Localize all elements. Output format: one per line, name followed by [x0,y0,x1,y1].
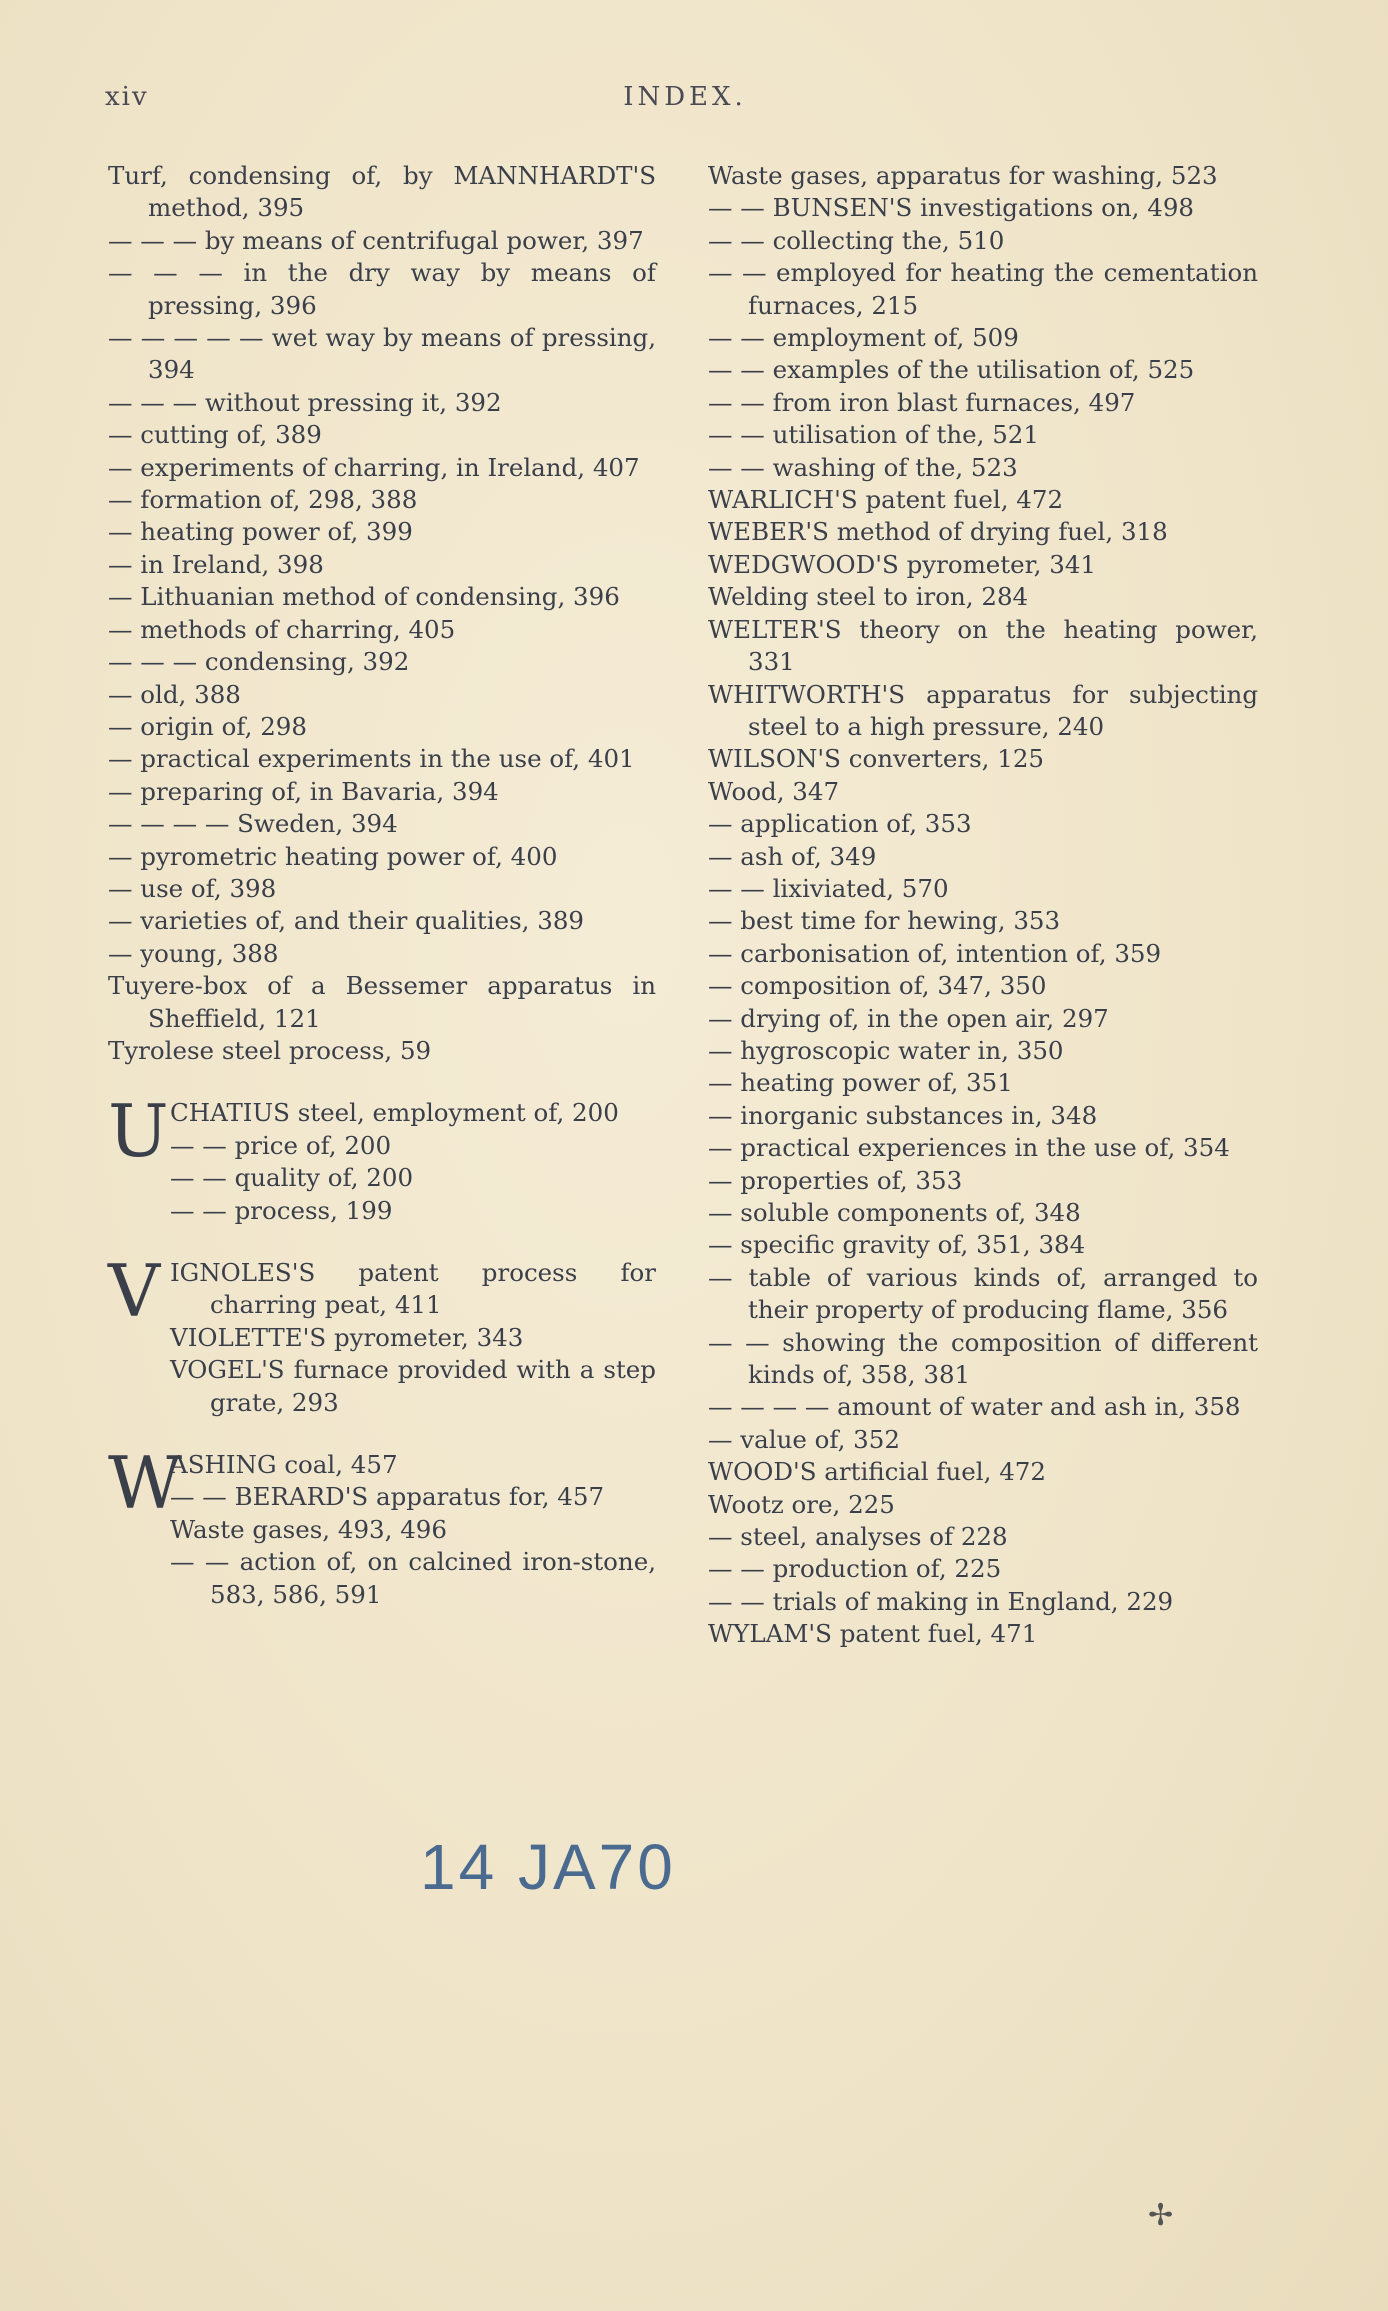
index-entry: — — from iron blast furnaces, 497 [708,387,1136,417]
index-entry: — in Ireland, 398 [108,549,324,579]
index-entry: Turf, condensing of, by MANNHARDT'S method, 395 [108,161,656,223]
drop-cap-u: U [108,1089,169,1174]
index-entry: Tuyere-box of a Bessemer apparatus in Sheffield, 121 [108,971,656,1033]
index-entry: WARLICH'S patent fuel, 472 [708,485,1064,515]
index-entry: — cutting of, 389 [108,420,322,450]
index-entry: — Lithuanian method of condensing, 396 [108,582,620,612]
index-entry: — — BERARD'S apparatus for, 457 [170,1482,605,1512]
index-entry: — young, 388 [108,938,279,968]
index-entry: — old, 388 [108,679,241,709]
index-entry: VOGEL'S furnace provided with a step grate, 293 [170,1355,656,1417]
index-entry: Welding steel to iron, 284 [708,582,1029,612]
index-entry: — varieties of, and their qualities, 389 [108,906,584,936]
index-entry: — — utilisation of the, 521 [708,420,1039,450]
index-entry: Wootz ore, 225 [708,1489,895,1519]
index-entry: IGNOLES'S patent process for charring peat, 411 [170,1258,656,1320]
drop-cap-v: V [108,1249,160,1333]
index-entry: — — — condensing, 392 [108,647,410,677]
index-entry: — properties of, 353 [708,1165,963,1195]
index-entry: — heating power of, 399 [108,517,413,547]
index-entry: — use of, 398 [108,873,277,903]
index-entry: — inorganic substances in, 348 [708,1100,1098,1130]
index-entry: — — — — amount of water and ash in, 358 [708,1392,1241,1422]
index-entry: — — lixiviated, 570 [708,873,949,903]
index-entry: — value of, 352 [708,1424,900,1454]
index-entry: — — price of, 200 [170,1130,392,1160]
index-entry: — application of, 353 [708,809,972,839]
index-column-right [708,160,1258,1651]
section-w [108,1441,656,1611]
running-head [105,82,1265,122]
index-entry: — — process, 199 [170,1195,393,1225]
index-entry: — — washing of the, 523 [708,452,1018,482]
index-entry: — heating power of, 351 [708,1068,1013,1098]
index-entry: CHATIUS steel, employment of, 200 [170,1098,619,1128]
index-entry: WEDGWOOD'S pyrometer, 341 [708,549,1097,579]
t-entries [108,160,656,1067]
index-entry: — — action of, on calcined iron-stone, 583, 586, 591 [170,1547,656,1609]
index-entry: — pyrometric heating power of, 400 [108,841,558,871]
index-entry: — — employment of, 509 [708,323,1019,353]
index-entry: — ash of, 349 [708,841,877,871]
library-date-stamp: 14 JA70 [420,1831,676,1903]
index-entry: — hygroscopic water in, 350 [708,1035,1064,1065]
index-entry: WHITWORTH'S apparatus for subjecting steel to a high pressure, 240 [708,679,1258,741]
index-entry: — — employed for heating the cementation furnaces, 215 [708,258,1258,320]
index-entry: — drying of, in the open air, 297 [708,1003,1109,1033]
index-entry: WYLAM'S patent fuel, 471 [708,1619,1038,1649]
index-entry: ASHING coal, 457 [170,1450,398,1480]
index-entry: — — quality of, 200 [170,1163,414,1193]
index-entry: — — — — Sweden, 394 [108,809,398,839]
index-entry: — — — in the dry way by means of pressing, 396 [108,258,656,320]
index-entry: — — showing the composition of different kinds of, 358, 381 [708,1327,1258,1390]
index-entry: — — — by means of centrifugal power, 397 [108,225,644,255]
page-title: INDEX. [623,82,747,112]
index-entry: — — production of, 225 [708,1554,1002,1584]
index-column-left [108,160,656,1611]
drop-cap-w: W [108,1441,183,1526]
index-entry: — steel, analyses of 228 [708,1522,1008,1552]
index-entry: — — collecting the, 510 [708,225,1005,255]
cross-mark: ✢ [1148,2198,1174,2233]
index-entry: — practical experiments in the use of, 401 [108,744,635,774]
index-entry: WOOD'S artificial fuel, 472 [708,1457,1046,1487]
index-entry: — preparing of, in Bavaria, 394 [108,776,499,806]
index-entry: WEBER'S method of drying fuel, 318 [708,517,1168,547]
index-entry: — soluble components of, 348 [708,1198,1081,1227]
index-entry: — origin of, 298 [108,711,307,741]
index-entry: — — — without pressing it, 392 [108,387,502,417]
index-entry: — composition of, 347, 350 [708,971,1047,1001]
index-entry: — — examples of the utilisation of, 525 [708,355,1195,385]
index-entry: — specific gravity of, 351, 384 [708,1230,1086,1260]
index-entry: — — BUNSEN'S investigations on, 498 [708,193,1195,223]
index-entry: — — — — — wet way by means of pressing, 394 [108,323,656,385]
index-entry: Wood, 347 [708,776,840,806]
index-entry: — — trials of making in England, 229 [708,1586,1174,1616]
index-entry: — best time for hewing, 353 [708,906,1061,936]
index-entry: — carbonisation of, intention of, 359 [708,938,1162,968]
index-entry: — formation of, 298, 388 [108,485,418,515]
index-entry: Tyrolese steel process, 59 [108,1035,432,1065]
index-entry: — experiments of charring, in Ireland, 407 [108,452,640,482]
index-entry: VIOLETTE'S pyrometer, 343 [170,1322,524,1352]
index-entry: Waste gases, apparatus for washing, 523 [708,161,1218,190]
section-u [108,1089,656,1227]
index-entry: — methods of charring, 405 [108,614,456,644]
index-entry: — practical experiences in the use of, 354 [708,1133,1230,1163]
index-entry: — table of various kinds of, arranged to their property of producing flame, 356 [708,1262,1258,1325]
section-v [108,1249,656,1419]
index-entry: WILSON'S converters, 125 [708,744,1045,774]
page-number: xiv [105,82,149,112]
index-entry: Waste gases, 493, 496 [170,1514,447,1544]
index-entry: WELTER'S theory on the heating power, 331 [708,614,1258,677]
